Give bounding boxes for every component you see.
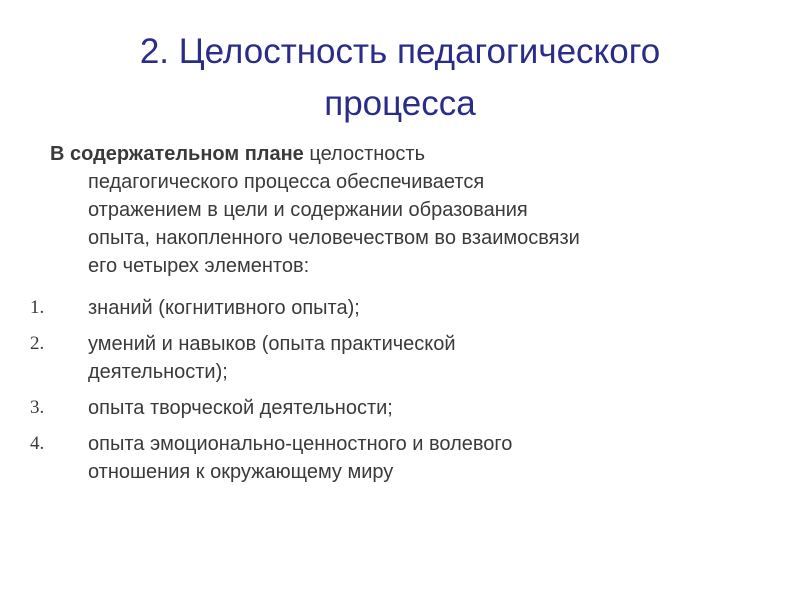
list-item-number: 2. bbox=[30, 333, 45, 354]
slide-title bbox=[0, 26, 800, 130]
list-item-line: умений и навыков (опыта практической bbox=[88, 333, 456, 355]
list-item-number: 1. bbox=[30, 297, 45, 318]
list-item-line: опыта творческой деятельности; bbox=[88, 397, 393, 419]
intro-line-2: педагогического процесса обеспечивается bbox=[88, 171, 485, 193]
list-item bbox=[30, 394, 770, 422]
list-item-line: знаний (когнитивного опыта); bbox=[88, 297, 360, 319]
elements-list bbox=[30, 294, 770, 494]
intro-line-4: опыта, накопленного человечеством во взаимосвязи bbox=[88, 227, 580, 249]
list-item-line-2: отношения к окружающему миру bbox=[88, 461, 394, 483]
intro-line-3: отражением в цели и содержании образования bbox=[88, 199, 528, 221]
intro-line-1 bbox=[50, 140, 760, 168]
intro-paragraph bbox=[50, 140, 760, 280]
slide-title-line-2: процесса bbox=[324, 84, 476, 123]
list-item-line-2: деятельности); bbox=[88, 361, 228, 383]
list-item-number: 3. bbox=[30, 397, 45, 418]
list-item bbox=[30, 330, 770, 386]
intro-lead: В содержательном плане bbox=[50, 143, 304, 165]
intro-line-5: его четырех элементов: bbox=[88, 255, 310, 277]
intro-line-1-rest: целостность bbox=[303, 143, 425, 165]
slide-title-line-1: 2. Целостность педагогического bbox=[139, 32, 661, 71]
list-item-line: опыта эмоционально-ценностного и волевого bbox=[88, 433, 513, 455]
list-item bbox=[30, 430, 770, 486]
list-item-number: 4. bbox=[30, 433, 45, 454]
list-item bbox=[30, 294, 770, 322]
